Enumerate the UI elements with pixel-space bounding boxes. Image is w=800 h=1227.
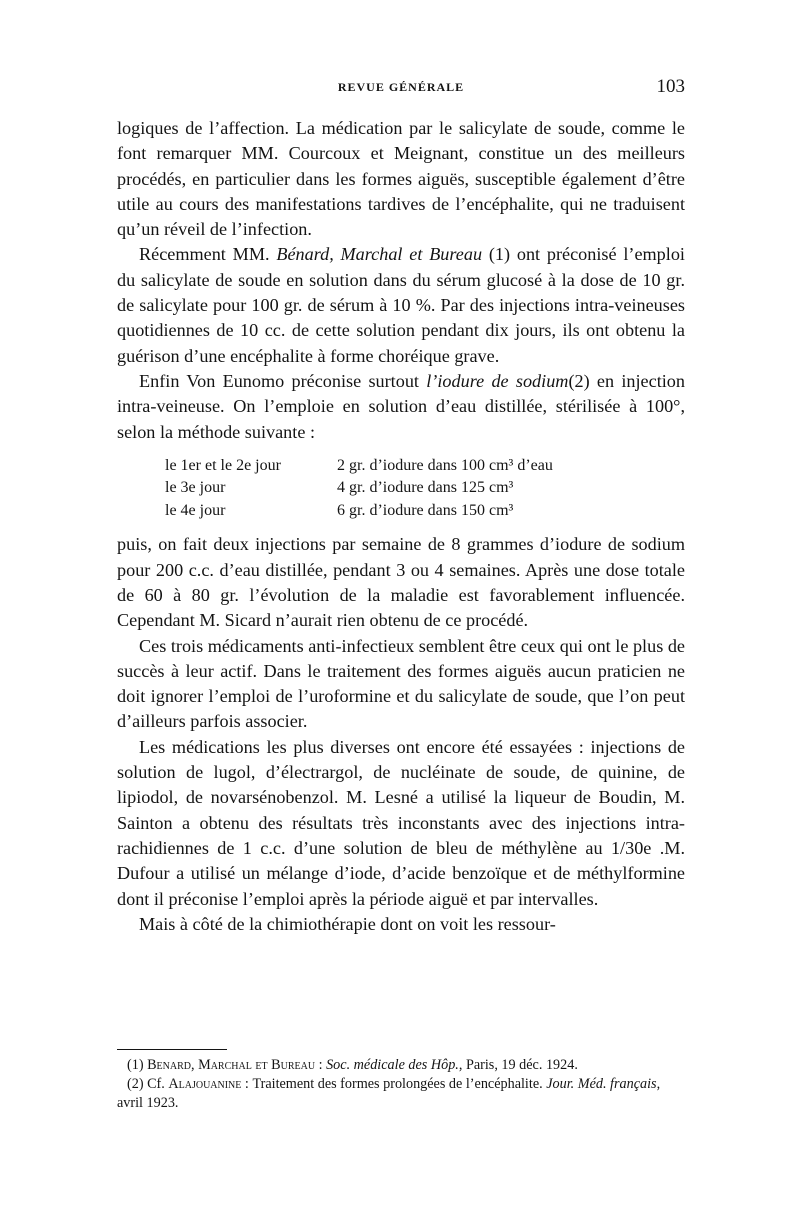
paragraph-5: Ces trois médicaments anti-infectieux semblent être ceux qui ont le plus de succès à leur actif. Dans le traitement des formes aiguës aucun praticien ne doit ignorer l’emploi de l’uroformine et du salicylate de soude, que l’on peut d’ailleurs parfois associer. bbox=[117, 635, 685, 732]
drug-italic: l’iodure de sodium bbox=[426, 370, 569, 391]
dose-day: le 4e jour bbox=[165, 501, 226, 519]
footnote-authors: Alajouanine : bbox=[168, 1076, 253, 1092]
authors-italic: Bénard, Marchal et Bureau bbox=[276, 244, 483, 265]
footnote-2: (2) Cf. Alajouanine : Traitement des formes prolongées de l’encéphalite. Jour. Méd. français, avril 1923. bbox=[117, 1076, 661, 1111]
table-row bbox=[165, 455, 553, 478]
body-text bbox=[117, 116, 685, 937]
page-number: 103 bbox=[656, 76, 685, 97]
footnote-source: Soc. médicale des Hôp. bbox=[326, 1057, 459, 1073]
paragraph-3: Enfin Von Eunomo préconise surtout l’iodure de sodium(2) en injection intra-veineuse. On l’emploie en solution d’eau distillée, stérilisée à 100°, selon la méthode suivante : bbox=[117, 370, 685, 442]
footnote-source: Jour. Méd. français bbox=[546, 1076, 657, 1092]
paragraph-2: Récemment MM. Bénard, Marchal et Bureau (1) ont préconisé l’emploi du salicylate de soude en solution dans du sérum glucosé à la dose de 10 gr. de salicylate pour 100 gr. de sérum à 10 %. Par des injections intra-veineuses quotidiennes de 10 cc. de cette solution pendant dix jours, ils ont obtenu la guérison d’une encéphalite à forme choréique grave. bbox=[117, 244, 685, 366]
dose-table bbox=[165, 455, 553, 523]
dose-amount: 6 gr. d’iodure dans 150 cm³ bbox=[337, 501, 514, 519]
paragraph-7: Mais à côté de la chimiothérapie dont on voit les ressour- bbox=[139, 913, 556, 934]
footnote-1: (1) Benard, Marchal et Bureau : Soc. médicale des Hôp., Paris, 19 déc. 1924. bbox=[127, 1057, 578, 1073]
footnotes bbox=[117, 1056, 685, 1113]
page-header bbox=[117, 78, 685, 102]
dose-amount: 4 gr. d’iodure dans 125 cm³ bbox=[337, 479, 514, 497]
paragraph-1: logiques de l’affection. La médication par le salicylate de soude, comme le font remarquer MM. Courcoux et Meignant, constitue un des meilleurs procédés, en particulier dans les formes aiguës, susceptible également d’être utile au cours des manifestations tardives de l’encéphalite, qui ne traduisent qu’un réveil de l’infection. bbox=[117, 118, 685, 240]
table-row bbox=[165, 477, 553, 500]
paragraph-6: Les médications les plus diverses ont encore été essayées : injections de solution de lugol, d’électrargol, de nucléinate de soude, de quinine, de lipiodol, de novarsénobenzol. M. Lesné a utilisé la liqueur de Boudin, M. Sainton a obtenu des résultats très inconstants avec des injections intra-rachidiennes de 1 c.c. d’une solution de bleu de méthylène au 1/30e .M. Dufour a utilisé un mélange d’iode, d’acide benzoïque et de méthylformine dont il préconise l’emploi après la période aiguë et par intervalles. bbox=[117, 736, 685, 909]
dose-day: le 1er et le 2e jour bbox=[165, 456, 281, 474]
footnote-authors: Benard, Marchal et Bureau : bbox=[147, 1057, 327, 1073]
footnote-divider bbox=[117, 1049, 227, 1050]
dose-day: le 3e jour bbox=[165, 479, 226, 497]
dose-amount: 2 gr. d’iodure dans 100 cm³ d’eau bbox=[337, 456, 553, 474]
running-title: REVUE GÉNÉRALE bbox=[337, 80, 465, 94]
table-row bbox=[165, 500, 553, 523]
paragraph-4: puis, on fait deux injections par semaine de 8 grammes d’iodure de sodium pour 200 c.c. d’eau distillée, pendant 3 ou 4 semaines. Après une dose totale de 60 à 80 gr. l’évolution de la maladie est favorablement influencée. Cependant M. Sicard n’aurait rien obtenu de ce procédé. bbox=[117, 534, 685, 631]
